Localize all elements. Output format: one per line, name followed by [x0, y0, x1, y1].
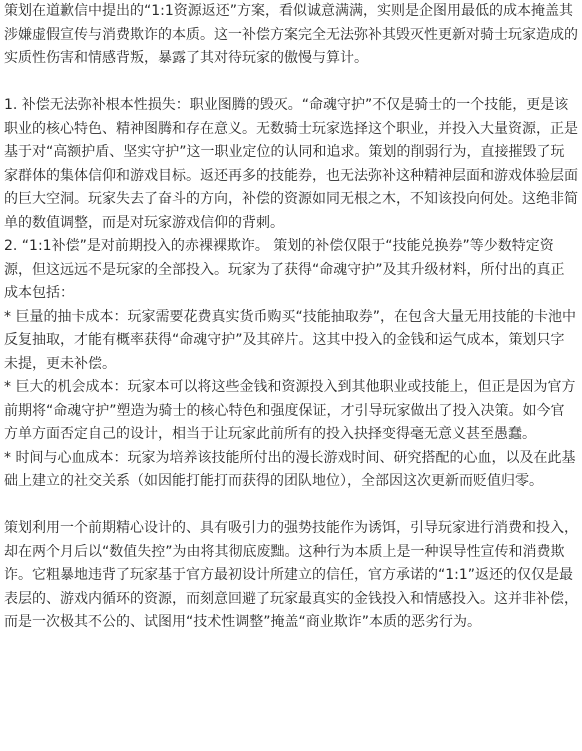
conclusion-paragraph: 策划利用一个前期精心设计的、具有吸引力的强势技能作为诱饵，引导玩家进行消费和投入，却在两个月后以“数值失控”为由将其彻底废黜。这种行为本质上是一种误导性宣传和消费欺诈。它粗暴地违背了玩家基于官方最初设计所建立的信任，官方承诺的“1:1”返还的仅仅是最表层的、游戏内循环的资源，而刻意回避了玩家最真实的金钱投入和情感投入。这并非补偿，而是一次极其不公的、试图用“技术性调整”掩盖“商业欺诈”本质的恶劣行为。 [4, 520, 578, 630]
intro-paragraph: 策划在道歉信中提出的“1:1资源返还”方案，看似诚意满满，实则是企图用最低的成本掩盖其涉嫌虚假宣传与消费欺诈的本质。这一补偿方案完全无法弥补其毁灭性更新对骑士玩家造成的实质性伤害和情感背叛，暴露了其对待玩家的傲慢与算计。 [4, 3, 578, 66]
point-1-paragraph: 1. 补偿无法弥补根本性损失：职业图腾的毁灭。“命魂守护”不仅是骑士的一个技能，更是该职业的核心特色、精神图腾和存在意义。无数骑士玩家选择这个职业，并投入大量资源，正是基于对“高额护盾、坚实守护”这一职业定位的认同和追求。策划的削弱行为，直接摧毁了玩家群体的集体信仰和游戏目标。返还再多的技能券，也无法弥补这种精神层面和游戏体验层面的巨大空洞。玩家失去了奋斗的方向，补偿的资源如同无根之木，不知该投向何处。这绝非简单的数值调整，而是对玩家游戏信仰的背刺。 [4, 97, 578, 231]
cost-item-opportunity: * 巨大的机会成本：玩家本可以将这些金钱和资源投入到其他职业或技能上，但正是因为官方前期将“命魂守护”塑造为骑士的核心特色和强度保证，才引导玩家做出了投入决策。如今官方单方面否定自己的设计，相当于让玩家此前所有的投入抉择变得毫无意义甚至愚蠢。 [4, 379, 576, 442]
cost-item-time: * 时间与心血成本：玩家为培养该技能所付出的漫长游戏时间、研究搭配的心血，以及在此基础上建立的社交关系（如因能打能打而获得的团队地位），全部因这次更新而贬值归零。 [4, 449, 576, 489]
point-2-paragraph: 2. “1:1补偿”是对前期投入的赤裸裸欺诈。 策划的补偿仅限于“技能兑换券”等少数特定资源，但这远远不是玩家的全部投入。玩家为了获得“命魂守护”及其升级材料，所付出的真正成本包括： [4, 238, 565, 301]
paragraph-spacer [4, 494, 578, 518]
cost-item-gacha: * 巨量的抽卡成本：玩家需要花费真实货币购买“技能抽取券”，在包含大量无用技能的卡池中反复抽取，才能有概率获得“命魂守护”及其碎片。这其中投入的金钱和运气成本，策划只字未提，更未补偿。 [4, 308, 576, 372]
paragraph-spacer [4, 71, 578, 95]
